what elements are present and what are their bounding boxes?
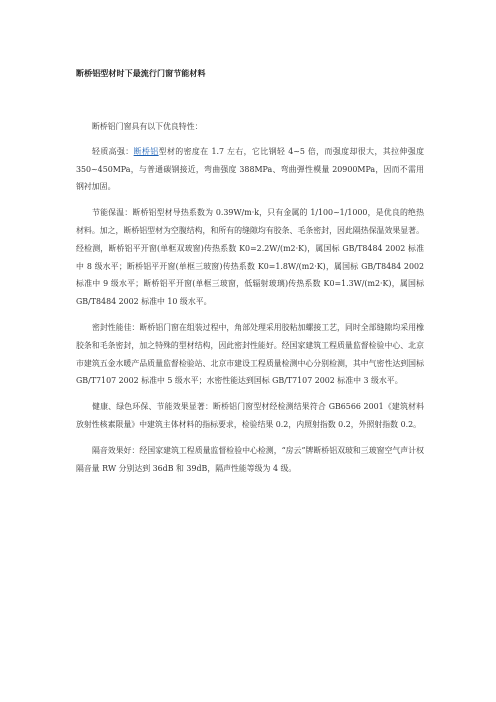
document-title: 断桥铝型材时下最流行门窗节能材料 [76, 69, 206, 78]
paragraph-energy-saving: 节能保温：断桥铝型材导热系数为 0.39W/m·k，只有金属的 1/100~1/1000，是优良的绝热材料。加之，断桥铝型材为空腹结构，和所有的缝隙均有胶条、毛条密封，因此隔热保温效果显著。经检测，断桥铝平开窗(单框双玻窗)传热系数 K0=2.2W/(m2·K)，属国标 GB/T8484 2002 标准中 8 级水平；断桥铝平开窗(单框三玻窗)传热系数 K0=1.8W/(m2·K)，属国标 GB/T8484 2002 标准中 9 级水平；断桥铝平开窗(单框三玻窗，低辐射玻璃)传热系数 K0=1.3W/(m2·K)，属国标 GB/T8484 2002 标准中 10 级水平。 [76, 208, 424, 307]
paragraph-text: 轻质高强： [92, 146, 134, 156]
document-body [76, 118, 424, 485]
paragraph-health-eco: 健康、绿色环保、节能效果显著：断桥铝门窗型材经检测结果符合 GB6566 2001《建筑材料放射性核素限量》中建筑主体材料的指标要求，检验结果 0.2，内照射指数 0.2，外照射指数 0.2。 [76, 402, 424, 429]
paragraph-text: 型材的密度在 1.7 左右，它比钢轻 4~5 倍，而强度却很大，其拉伸强度 350~450MPa，与普通碳钢接近，弯曲强度 388MPa、弯曲弹性模量 20900MPa，因而不需用钢衬加固。 [76, 146, 424, 192]
paragraph-sound-insulation: 隔音效果好：经国家建筑工程质量监督检验中心检测，“房云”牌断桥铝双玻和三玻窗空气声计权隔音量 RW 分别达到 36dB 和 39dB，隔声性能等级为 4 级。 [76, 445, 424, 473]
paragraph-sealing: 密封性能佳：断桥铝门窗在组装过程中，角部处理采用胶粘加螺接工艺，同时全部缝隙均采用橡胶条和毛条密封，加之特殊的型材结构，因此密封性能好。经国家建筑工程质量监督检验中心、北京市建筑五金水暖产品质量监督检验站、北京市建设工程质量检测中心分别检测，其中气密性达到国标 GB/T7107 2002 标准中 5 级水平；水密性能达到国标 GB/T7107 2002 标准中 3 级水平。 [76, 322, 424, 386]
broken-bridge-aluminum-link[interactable]: 断桥铝 [133, 146, 159, 156]
intro-paragraph: 断桥铝门窗具有以下优良特性： [92, 122, 203, 131]
paragraph-lightweight-strength [76, 143, 424, 196]
